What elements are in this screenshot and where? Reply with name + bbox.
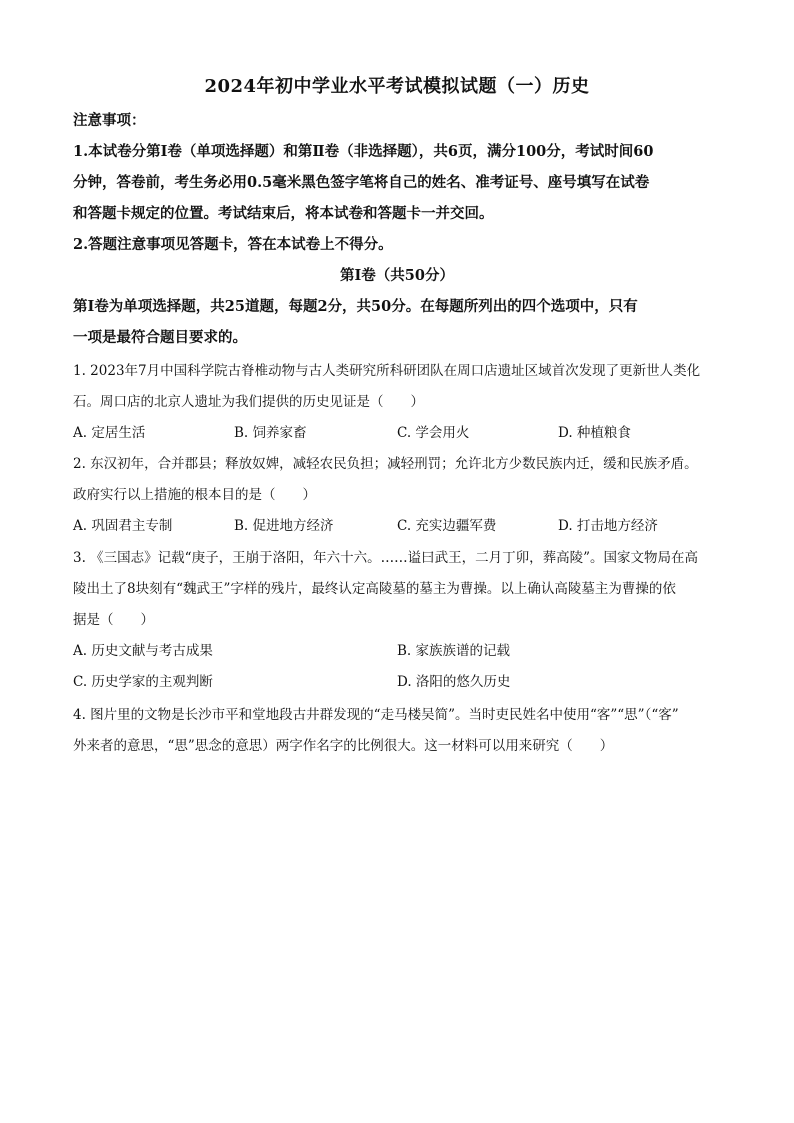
question-3-option-a: A. 历史文献与考古成果 xyxy=(73,643,213,659)
question-1-option-a: A. 定居生活 xyxy=(73,425,146,441)
page-title: 2024年初中学业水平考试模拟试题（一）历史 xyxy=(204,76,590,97)
question-3-stem-line2: 陵出土了8块刻有“魏武王”字样的残片，最终认定高陵墓的墓主为曹操。以上确认高陵墓主为曹操的依 xyxy=(73,581,676,597)
question-1-option-c: C. 学会用火 xyxy=(397,425,470,441)
section1-instructions-line2: 一项是最符合题目要求的。 xyxy=(73,329,247,346)
question-3-option-d: D. 洛阳的悠久历史 xyxy=(397,674,511,690)
question-1-option-b: B. 饲养家畜 xyxy=(234,425,307,441)
question-1-stem-line2: 石。周口店的北京人遗址为我们提供的历史见证是（ ） xyxy=(73,394,424,410)
question-2-stem-line2: 政府实行以上措施的根本目的是（ ） xyxy=(73,487,316,503)
question-2-option-c: C. 充实边疆军费 xyxy=(397,518,497,534)
question-3-option-b: B. 家族族谱的记载 xyxy=(397,643,511,659)
section1-heading: 第Ⅰ卷（共50分） xyxy=(340,267,454,284)
notice-item1-line2: 分钟，答卷前，考生务必用0.5毫米黑色签字笔将自己的姓名、准考证号、座号填写在试卷 xyxy=(73,174,650,191)
notice-item1-line3: 和答题卡规定的位置。考试结束后，将本试卷和答题卡一并交回。 xyxy=(73,205,494,222)
question-4-stem-line1: 4. 图片里的文物是长沙市平和堂地段古井群发现的“走马楼吴简”。当时吏民姓名中使用“客”“思”（“客” xyxy=(73,707,679,723)
notice-heading: 注意事项： xyxy=(73,112,146,129)
question-4-stem-line2: 外来者的意思，“思”思念的意思）两字作名字的比例很大。这一材料可以用来研究（ ） xyxy=(73,738,614,754)
question-3-stem-line1: 3. 《三国志》记载“庚子，王崩于洛阳，年六十六。……谥曰武王，二月丁卯，葬高陵”。国家文物局在高 xyxy=(73,550,698,566)
notice-item2: 2.答题注意事项见答题卡，答在本试卷上不得分。 xyxy=(73,236,393,253)
notice-item1-line1: 1.本试卷分第Ⅰ卷（单项选择题）和第Ⅱ卷（非选择题），共6页，满分100分，考试时间60 xyxy=(73,143,654,160)
question-1-stem-line1: 1. 2023年7月中国科学院古脊椎动物与古人类研究所科研团队在周口店遗址区域首次发现了更新世人类化 xyxy=(73,363,701,379)
question-3-option-c: C. 历史学家的主观判断 xyxy=(73,674,213,690)
question-2-option-a: A. 巩固君主专制 xyxy=(73,518,173,534)
question-2-option-b: B. 促进地方经济 xyxy=(234,518,334,534)
question-1-option-d: D. 种植粮食 xyxy=(558,425,631,441)
question-3-stem-line3: 据是（ ） xyxy=(73,612,154,628)
question-2-stem-line1: 2. 东汉初年，合并郡县；释放奴婢，减轻农民负担；减轻刑罚；允许北方少数民族内迁，缓和民族矛盾。 xyxy=(73,456,698,472)
section1-instructions-line1: 第Ⅰ卷为单项选择题，共25道题，每题2分，共50分。在每题所列出的四个选项中，只有 xyxy=(73,298,638,315)
question-2-option-d: D. 打击地方经济 xyxy=(558,518,658,534)
